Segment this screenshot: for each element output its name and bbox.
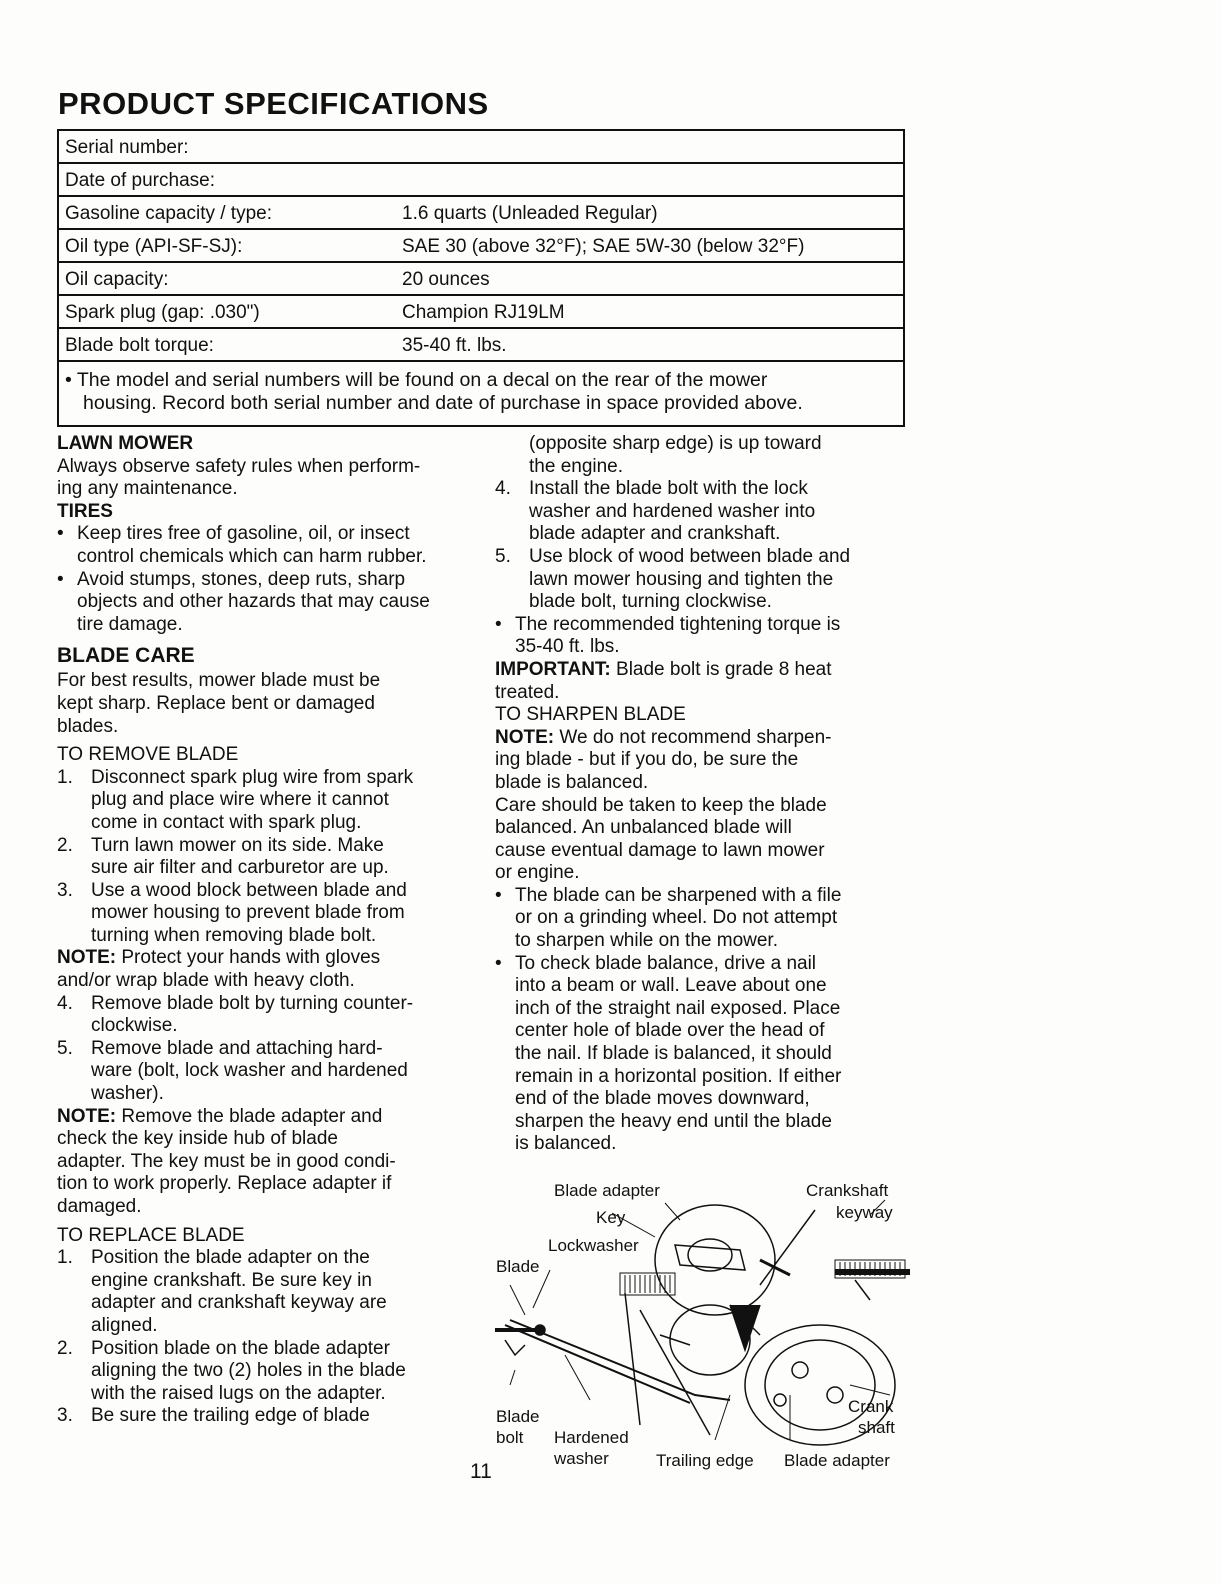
note-label: IMPORTANT:	[495, 658, 611, 680]
spec-value: SAE 30 (above 32°F); SAE 5W-30 (below 32°F)	[402, 236, 805, 257]
note-text: and/or wrap blade with heavy cloth.	[57, 970, 355, 992]
label-key: Key	[596, 1208, 626, 1227]
bullet-line	[57, 546, 477, 569]
step-text: clockwise.	[91, 1015, 178, 1037]
step-number: 3.	[57, 1405, 73, 1427]
step-text: aligned.	[91, 1314, 158, 1336]
bullet-text: The recommended tightening torque is	[515, 613, 841, 635]
section-heading: BLADE CARE	[57, 644, 195, 668]
text-line: balanced. An unbalanced blade will	[495, 817, 792, 839]
spec-row	[59, 230, 903, 263]
step-text: washer and hardened washer into	[529, 500, 816, 522]
bullet-line	[495, 975, 915, 998]
label-blade-bolt: Blade	[496, 1407, 540, 1426]
step-text: Position blade on the blade adapter	[91, 1337, 390, 1359]
note-line	[495, 727, 915, 750]
step-number: 4.	[57, 992, 73, 1014]
note-line	[57, 1106, 477, 1129]
spec-row	[59, 296, 903, 329]
note-text: We do not recommend sharpen-	[554, 726, 832, 748]
bullet-line	[495, 1043, 915, 1066]
spec-value: 35-40 ft. lbs.	[402, 335, 507, 356]
step-text: with the raised lugs on the adapter.	[91, 1382, 386, 1404]
step-line	[495, 478, 915, 501]
label-crankshaft-keyway: keyway	[836, 1203, 893, 1222]
note-text: damaged.	[57, 1196, 142, 1217]
step-number: 4.	[495, 478, 511, 500]
bullet-line	[495, 1133, 915, 1156]
bullet-text: sharpen the heavy end until the blade	[515, 1110, 832, 1132]
bullet-text: control chemicals which can harm rubber.	[77, 545, 427, 567]
spec-row	[59, 164, 903, 197]
subsection-heading: TO REPLACE BLADE	[57, 1224, 245, 1246]
step-number: 1.	[57, 1247, 73, 1269]
note-line	[57, 1151, 477, 1174]
note-text: Blade bolt is grade 8 heat	[610, 658, 832, 680]
step-line	[57, 993, 477, 1016]
note-text: Protect your hands with gloves	[116, 947, 381, 969]
bullet-text: inch of the straight nail exposed. Place	[515, 997, 841, 1019]
note-text: ing blade - but if you do, be sure the	[495, 749, 799, 771]
blade-assembly-diagram	[490, 1175, 915, 1475]
bullet-dot: •	[495, 952, 502, 974]
label-hardened-washer: Hardened	[554, 1428, 629, 1447]
note-label: NOTE:	[57, 947, 117, 969]
step-line	[57, 835, 477, 858]
note-text: tion to work properly. Replace adapter if	[57, 1173, 392, 1195]
step-text: Position the blade adapter on the	[91, 1247, 370, 1269]
step-text: Remove blade bolt by turning counter-	[91, 992, 414, 1014]
note-line	[495, 749, 915, 772]
bullet-line	[57, 614, 477, 637]
step-line	[495, 501, 915, 524]
spec-label: Oil capacity:	[65, 269, 169, 290]
step-line	[57, 1315, 477, 1338]
text-line: Care should be taken to keep the blade	[495, 794, 827, 816]
bullet-text: Keep tires free of gasoline, oil, or insect	[77, 523, 410, 545]
text-line: ing any maintenance.	[57, 478, 238, 500]
bullet-line	[495, 1066, 915, 1089]
step-text: washer).	[91, 1083, 164, 1105]
bullet-line	[495, 614, 915, 637]
step-line	[57, 812, 477, 835]
spec-row	[59, 329, 903, 362]
text-line: For best results, mower blade must be	[57, 670, 381, 692]
bullet-text: The blade can be sharpened with a file	[515, 884, 842, 906]
bullet-dot: •	[57, 523, 64, 545]
step-line	[57, 1015, 477, 1038]
step-text: aligning the two (2) holes in the blade	[91, 1360, 406, 1382]
bullet-line	[57, 523, 477, 546]
note-line	[495, 659, 915, 682]
label-blade-adapter: Blade adapter	[784, 1451, 890, 1470]
text-line: or engine.	[495, 862, 580, 884]
spec-label: Date of purchase:	[65, 170, 215, 191]
step-line	[57, 767, 477, 790]
spec-value: Champion RJ19LM	[402, 302, 565, 323]
step-number: 3.	[57, 879, 73, 901]
bullet-line	[495, 1111, 915, 1134]
note-text: Remove the blade adapter and	[116, 1105, 383, 1127]
step-line	[57, 925, 477, 948]
bullet-dot: •	[495, 884, 502, 906]
right-column	[495, 433, 915, 1156]
note-text: adapter. The key must be in good condi-	[57, 1150, 396, 1172]
note-text: check the key inside hub of blade	[57, 1128, 338, 1150]
step-text: blade adapter and crankshaft.	[529, 523, 781, 545]
step-text: turning when removing blade bolt.	[91, 924, 377, 946]
note-label: NOTE:	[57, 1105, 117, 1127]
step-line	[57, 1292, 477, 1315]
bullet-text: To check blade balance, drive a nail	[515, 952, 817, 974]
step-line	[57, 1405, 477, 1428]
text-line: (opposite sharp edge) is up toward	[529, 433, 822, 454]
bullet-line	[495, 885, 915, 908]
step-text: come in contact with spark plug.	[91, 811, 362, 833]
bullet-text: 35-40 ft. lbs.	[515, 636, 620, 658]
spec-note-line: housing. Record both serial number and date of purchase in space provided above.	[83, 392, 803, 414]
label-blade-adapter: Blade adapter	[554, 1181, 660, 1200]
note-line	[57, 947, 477, 970]
note-text: blade is balanced.	[495, 771, 649, 793]
step-text: blade bolt, turning clockwise.	[529, 591, 772, 613]
spec-row	[59, 197, 903, 230]
step-line	[495, 546, 915, 569]
spec-label: Spark plug (gap: .030")	[65, 302, 260, 323]
spec-row	[59, 263, 903, 296]
spec-label: Oil type (API-SF-SJ):	[65, 236, 243, 257]
step-text: Remove blade and attaching hard-	[91, 1037, 383, 1059]
note-line	[57, 1196, 477, 1219]
text-line: kept sharp. Replace bent or damaged	[57, 692, 375, 714]
step-number: 5.	[57, 1037, 73, 1059]
spec-value: 20 ounces	[402, 269, 490, 290]
spec-table	[57, 129, 905, 427]
step-line	[57, 1383, 477, 1406]
step-line	[57, 902, 477, 925]
bullet-text: center hole of blade over the head of	[515, 1020, 825, 1042]
spec-label: Gasoline capacity / type:	[65, 203, 272, 224]
label-hardened-washer: washer	[554, 1449, 609, 1468]
step-line	[57, 1083, 477, 1106]
note-line	[495, 772, 915, 795]
label-blade: Blade	[496, 1257, 540, 1276]
section-heading: LAWN MOWER	[57, 433, 194, 454]
step-text: Install the blade bolt with the lock	[529, 478, 808, 500]
bullet-text: objects and other hazards that may cause	[77, 591, 430, 613]
spec-note	[65, 369, 899, 415]
note-line	[57, 1173, 477, 1196]
bullet-line	[495, 953, 915, 976]
text-line: Always observe safety rules when perform-	[57, 455, 421, 477]
spec-label: Serial number:	[65, 137, 189, 158]
step-line	[57, 1247, 477, 1270]
bullet-text: the nail. If blade is balanced, it should	[515, 1043, 832, 1065]
section-heading: TIRES	[57, 500, 113, 522]
note-line	[57, 970, 477, 993]
subsection-heading: TO SHARPEN BLADE	[495, 704, 686, 726]
bullet-text: remain in a horizontal position. If either	[515, 1065, 842, 1087]
page-title: PRODUCT SPECIFICATIONS	[58, 86, 489, 121]
bullet-text: is balanced.	[515, 1133, 617, 1155]
bullet-text: to sharpen while on the mower.	[515, 930, 778, 952]
step-text: mower housing to prevent blade from	[91, 902, 405, 924]
label-trailing-edge: Trailing edge	[656, 1451, 754, 1470]
bullet-line	[57, 591, 477, 614]
bullet-text: Avoid stumps, stones, deep ruts, sharp	[77, 568, 406, 590]
bullet-dot: •	[57, 568, 64, 590]
step-text: lawn mower housing and tighten the	[529, 568, 834, 590]
bullet-line	[495, 1088, 915, 1111]
subsection-heading: TO REMOVE BLADE	[57, 744, 239, 766]
text-line: the engine.	[529, 455, 624, 477]
text-line: blades.	[57, 715, 119, 737]
step-line	[495, 569, 915, 592]
step-text: Be sure the trailing edge of blade	[91, 1405, 370, 1427]
left-column	[57, 433, 477, 1428]
label-crankshaft: shaft	[858, 1418, 895, 1437]
spec-row	[59, 131, 903, 164]
bullet-line	[495, 930, 915, 953]
step-text: engine crankshaft. Be sure key in	[91, 1269, 372, 1291]
note-text: treated.	[495, 681, 560, 703]
bullet-text: into a beam or wall. Leave about one	[515, 975, 827, 997]
note-label: NOTE:	[495, 726, 555, 748]
step-line	[57, 1038, 477, 1061]
step-line	[57, 880, 477, 903]
spec-note-line: • The model and serial numbers will be found on a decal on the rear of the mower	[65, 369, 768, 391]
label-lockwasher: Lockwasher	[548, 1236, 639, 1255]
spec-label: Blade bolt torque:	[65, 335, 214, 356]
label-blade-bolt: bolt	[496, 1428, 524, 1447]
step-text: adapter and crankshaft keyway are	[91, 1292, 387, 1314]
step-line	[57, 857, 477, 880]
label-crankshaft: Crank	[848, 1397, 894, 1416]
page-number: 11	[470, 1460, 492, 1483]
bullet-line	[495, 907, 915, 930]
step-text: Use a wood block between blade and	[91, 879, 407, 901]
step-line	[57, 1060, 477, 1083]
bullet-line	[495, 1020, 915, 1043]
step-line	[57, 1360, 477, 1383]
bullet-line	[57, 569, 477, 592]
bullet-text: tire damage.	[77, 613, 183, 635]
step-number: 2.	[57, 834, 73, 856]
step-number: 5.	[495, 545, 511, 567]
step-line	[495, 591, 915, 614]
bullet-text: or on a grinding wheel. Do not attempt	[515, 907, 838, 929]
bullet-text: end of the blade moves downward,	[515, 1088, 810, 1110]
bullet-line	[495, 636, 915, 659]
bullet-line	[495, 998, 915, 1021]
step-text: Disconnect spark plug wire from spark	[91, 766, 414, 788]
step-number: 2.	[57, 1337, 73, 1359]
step-line	[57, 789, 477, 812]
step-text: Turn lawn mower on its side. Make	[91, 834, 384, 856]
note-line	[495, 682, 915, 705]
step-text: sure air filter and carburetor are up.	[91, 857, 389, 879]
note-line	[57, 1128, 477, 1151]
label-crankshaft-keyway: Crankshaft	[806, 1181, 889, 1200]
text-line: cause eventual damage to lawn mower	[495, 839, 825, 861]
step-line	[57, 1338, 477, 1361]
step-text: Use block of wood between blade and	[529, 545, 851, 567]
step-line	[495, 523, 915, 546]
spec-value: 1.6 quarts (Unleaded Regular)	[402, 203, 658, 224]
step-text: plug and place wire where it cannot	[91, 789, 389, 811]
step-line	[57, 1270, 477, 1293]
step-number: 1.	[57, 766, 73, 788]
step-text: ware (bolt, lock washer and hardened	[91, 1060, 408, 1082]
bullet-dot: •	[495, 613, 502, 635]
